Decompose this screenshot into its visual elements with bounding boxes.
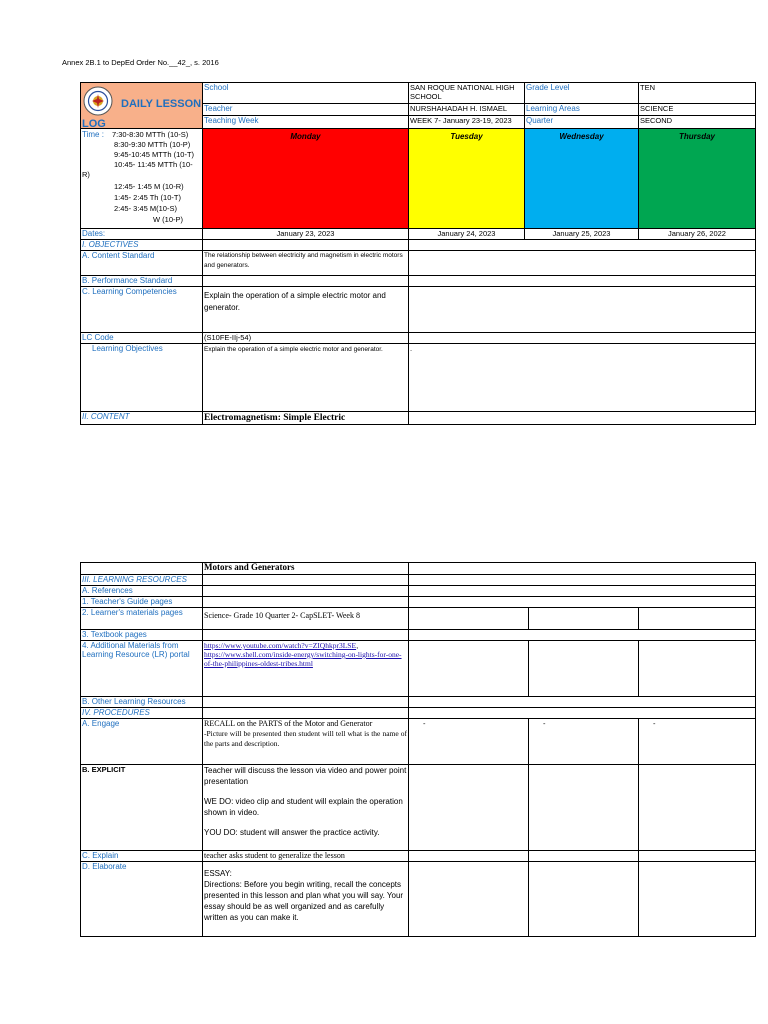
other-resources-label: B. Other Learning Resources bbox=[81, 697, 203, 708]
textbook-pages-label: 3. Textbook pages bbox=[81, 630, 203, 641]
schedule-line: 8:30-9:30 MTTh (10-P) bbox=[114, 140, 191, 149]
schedule-line: R) bbox=[82, 170, 90, 179]
elaborate-label: D. Elaborate bbox=[81, 862, 203, 937]
learners-materials-value: Science- Grade 10 Quarter 2- CapSLET- Week 8 bbox=[203, 608, 409, 630]
references-label: A. References bbox=[81, 586, 203, 597]
additional-materials-label: 4. Additional Materials from Learning Resource (LR) portal bbox=[81, 641, 203, 697]
elaborate-cell bbox=[203, 862, 409, 937]
schedule-cell bbox=[81, 129, 203, 229]
teaching-week-value: WEEK 7- January 23-19, 2023 bbox=[409, 116, 525, 129]
objectives-heading: I. OBJECTIVES bbox=[81, 240, 203, 251]
lesson-log-table-top bbox=[80, 82, 756, 425]
annex-reference: Annex 2B.1 to DepEd Order No.__42_, s. 2016 bbox=[62, 58, 219, 67]
explicit-label: B. EXPLICIT bbox=[81, 765, 203, 851]
lesson-log-table-bottom bbox=[80, 562, 756, 937]
deped-seal-icon bbox=[83, 86, 113, 116]
teacher-label: Teacher bbox=[203, 104, 409, 116]
content-standard-label: A. Content Standard bbox=[81, 251, 203, 276]
day-header-tuesday: Tuesday bbox=[409, 129, 525, 229]
header-title-line2: LOG bbox=[82, 118, 106, 129]
lc-code-label: LC Code bbox=[81, 333, 203, 344]
elaborate-title: ESSAY: bbox=[204, 869, 232, 878]
link-separator: , bbox=[356, 641, 359, 650]
learners-materials-label: 2. Learner's materials pages bbox=[81, 608, 203, 630]
teaching-week-label: Teaching Week bbox=[203, 116, 409, 129]
procedures-heading: IV. PROCEDURES bbox=[81, 708, 203, 719]
content-label: II. CONTENT bbox=[81, 412, 203, 425]
content-value: Electromagnetism: Simple Electric bbox=[203, 412, 409, 425]
schedule-line: 1:45- 2:45 Th (10-T) bbox=[114, 193, 181, 202]
schedule-line: 7:30-8:30 MTTh (10-S) bbox=[112, 130, 189, 139]
learning-areas-value: SCIENCE bbox=[639, 104, 756, 116]
time-label: Time : bbox=[82, 130, 104, 139]
learning-competencies-label: C. Learning Competencies bbox=[81, 287, 203, 333]
explain-value: teacher asks student to generalize the lesson bbox=[203, 851, 409, 862]
header-title-cell bbox=[81, 83, 203, 129]
date-thursday: January 26, 2022 bbox=[639, 229, 756, 240]
performance-standard-label: B. Performance Standard bbox=[81, 276, 203, 287]
school-value: SAN ROQUE NATIONAL HIGH SCHOOL bbox=[409, 83, 525, 104]
additional-materials-links bbox=[203, 641, 409, 697]
school-label: School bbox=[203, 83, 409, 104]
learning-areas-label: Learning Areas bbox=[525, 104, 639, 116]
date-monday: January 23, 2023 bbox=[203, 229, 409, 240]
explicit-paragraph: YOU DO: student will answer the practice activity. bbox=[204, 828, 380, 837]
learning-objectives-label: Learning Objectives bbox=[81, 344, 203, 412]
youtube-link[interactable]: https://www.youtube.com/watch?v=ZIQhkpr3LSE bbox=[204, 641, 357, 650]
grade-level-label: Grade Level bbox=[525, 83, 639, 104]
engage-line1: RECALL on the PARTS of the Motor and Generator bbox=[204, 719, 373, 728]
explain-label: C. Explain bbox=[81, 851, 203, 862]
content-value-continued: Motors and Generators bbox=[203, 563, 409, 575]
date-tuesday: January 24, 2023 bbox=[409, 229, 525, 240]
explicit-paragraph: Teacher will discuss the lesson via video and power point presentation bbox=[204, 766, 407, 786]
schedule-line: 2:45- 3:45 M(10-S) bbox=[114, 204, 177, 213]
engage-cell bbox=[203, 719, 409, 765]
quarter-label: Quarter bbox=[525, 116, 639, 129]
explicit-cell bbox=[203, 765, 409, 851]
teachers-guide-label: 1. Teacher's Guide pages bbox=[81, 597, 203, 608]
teacher-value: NURSHAHADAH H. ISMAEL bbox=[409, 104, 525, 116]
day-header-monday: Monday bbox=[203, 129, 409, 229]
elaborate-body: Directions: Before you begin writing, recall the concepts presented in this lesson and plan what you will say. Your essay should be as well organized and as carefully written as you can make it. bbox=[204, 880, 404, 922]
grade-level-value: TEN bbox=[639, 83, 756, 104]
learning-objectives-dot: . bbox=[409, 344, 756, 412]
dates-label: Dates: bbox=[81, 229, 203, 240]
learning-competencies-value: Explain the operation of a simple electric motor and generator. bbox=[203, 287, 409, 333]
engage-dash-thursday: - bbox=[639, 719, 756, 765]
day-header-wednesday: Wednesday bbox=[525, 129, 639, 229]
header-title-line1: DAILY LESSON bbox=[121, 98, 202, 110]
lc-code-value: (S10FE-IIj-54) bbox=[203, 333, 409, 344]
day-header-thursday: Thursday bbox=[639, 129, 756, 229]
quarter-value: SECOND bbox=[639, 116, 756, 129]
learning-resources-heading: III. LEARNING RESOURCES bbox=[81, 575, 203, 586]
engage-dash-tuesday: - bbox=[409, 719, 529, 765]
schedule-line: 10:45- 11:45 MTTh (10- bbox=[114, 160, 193, 169]
learning-objectives-value: Explain the operation of a simple electric motor and generator. bbox=[203, 344, 409, 412]
shell-link[interactable]: https://www.shell.com/inside-energy/switching-on-lights-for-one-of-the-philippines-oldest-tribes.html bbox=[204, 650, 402, 668]
schedule-line: 9:45-10:45 MTTh (10-T) bbox=[114, 150, 195, 159]
engage-line2: -Picture will be presented then student will tell what is the name of the parts and description. bbox=[204, 729, 407, 748]
date-wednesday: January 25, 2023 bbox=[525, 229, 639, 240]
engage-dash-wednesday: - bbox=[529, 719, 639, 765]
explicit-paragraph: WE DO: video clip and student will explain the operation shown in video. bbox=[204, 797, 403, 817]
schedule-line: W (10-P) bbox=[153, 215, 183, 224]
schedule-line: 12:45- 1:45 M (10-R) bbox=[114, 182, 184, 191]
engage-label: A. Engage bbox=[81, 719, 203, 765]
content-standard-value: The relationship between electricity and magnetism in electric motors and generators. bbox=[203, 251, 409, 276]
